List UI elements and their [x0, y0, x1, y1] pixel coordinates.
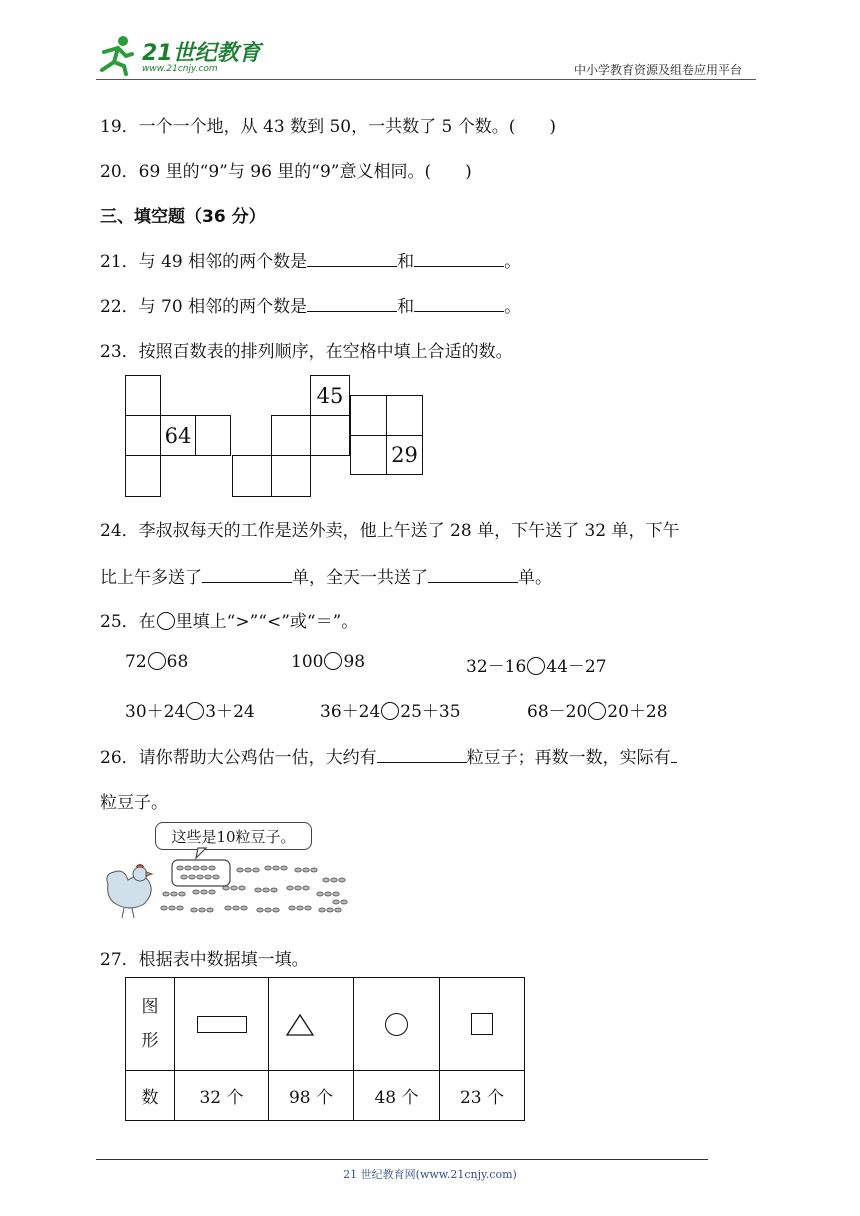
logo-url: www.21cnjy.com [142, 64, 218, 74]
shape-count-table [125, 977, 525, 1121]
circle-icon [157, 612, 175, 630]
speech-bubble: 这些是10粒豆子。 [155, 822, 312, 850]
count-cell: 48 个 [354, 1071, 440, 1121]
answer-blank[interactable] [414, 295, 504, 312]
shape-cell [440, 978, 525, 1071]
beans-icon [161, 866, 347, 912]
grid-cell[interactable] [232, 455, 272, 497]
compare-5: 36＋24 25＋35 [320, 702, 461, 722]
count-cell: 23 个 [440, 1071, 525, 1121]
question-19: 19．一个一个地，从 43 数到 50，一共数了 5 个数。( ) [100, 117, 556, 137]
question-25: 25．在 里填上“>”“<”或“＝”。 [100, 612, 359, 632]
grid-cell-64: 64 [160, 415, 196, 456]
question-27: 27．根据表中数据填一填。 [100, 950, 309, 970]
square-icon [471, 1013, 493, 1035]
rooster-illustration [100, 822, 355, 922]
question-26-line2: 粒豆子。 [100, 793, 168, 813]
grid-cell[interactable] [125, 415, 161, 456]
answer-blank[interactable] [414, 250, 504, 267]
compare-circle[interactable] [324, 652, 342, 670]
compare-2: 100 98 [291, 652, 366, 672]
grid-cell[interactable] [310, 415, 350, 456]
question-26-line1: 26．请你帮助大公鸡估一估，大约有 粒豆子；再数一数，实际有 [100, 743, 677, 768]
shape-cell [269, 978, 354, 1071]
compare-1: 72 68 [125, 652, 189, 672]
answer-blank[interactable] [307, 295, 397, 312]
grid-cell[interactable] [125, 375, 161, 416]
q22-text: 22．与 70 相邻的两个数是 [100, 297, 308, 317]
compare-4: 30＋24 3＋24 [125, 702, 255, 722]
question-22 [100, 292, 521, 317]
header-rule [96, 79, 756, 80]
answer-blank[interactable] [202, 566, 292, 583]
compare-circle[interactable] [381, 702, 399, 720]
footer-rule [96, 1159, 708, 1160]
shape-cell [175, 978, 269, 1071]
question-24-line1: 24．李叔叔每天的工作是送外卖，他上午送了 28 单，下午送了 32 单，下午 [100, 521, 680, 541]
ten-beans-box [172, 860, 230, 886]
shape-cell [354, 978, 440, 1071]
grid-cell[interactable] [350, 395, 387, 436]
header-platform: 中小学教育资源及组卷应用平台 [574, 63, 743, 77]
compare-circle[interactable] [148, 652, 166, 670]
count-cell: 98 个 [269, 1071, 354, 1121]
answer-blank[interactable] [307, 250, 397, 267]
question-23: 23．按照百数表的排列顺序，在空格中填上合适的数。 [100, 342, 513, 362]
count-cell: 32 个 [175, 1071, 269, 1121]
grid-cell[interactable] [271, 455, 311, 497]
grid-cell[interactable] [271, 415, 311, 456]
question-21 [100, 247, 521, 272]
compare-circle[interactable] [186, 702, 204, 720]
grid-cell[interactable] [125, 455, 161, 497]
logo-text: 21世纪教育 [142, 41, 261, 66]
q21-text: 21．与 49 相邻的两个数是 [100, 252, 308, 272]
runner-logo-icon [96, 34, 136, 76]
q21-end: 。 [504, 252, 522, 272]
header-logo [96, 34, 266, 78]
rooster-icon [107, 865, 152, 919]
footer-text: 21 世纪教育网(www.21cnjy.com) [343, 1168, 517, 1181]
compare-circle[interactable] [588, 702, 606, 720]
answer-blank[interactable] [428, 566, 518, 583]
rooster-and-beans-drawing [100, 822, 355, 922]
compare-circle[interactable] [527, 657, 545, 675]
grid-cell[interactable] [195, 415, 231, 456]
question-24-line2: 比上午多送了 单，全天一共送了 单。 [100, 568, 552, 588]
compare-6: 68－20 20＋28 [527, 702, 668, 722]
grid-cell-45: 45 [310, 375, 350, 416]
grid-cell-29: 29 [386, 435, 423, 475]
row-header-count: 数 [126, 1071, 175, 1121]
answer-blank-truncated[interactable] [671, 746, 677, 763]
section-title: 三、填空题（36 分） [100, 207, 266, 227]
grid-cell[interactable] [350, 435, 387, 475]
circle-icon [385, 1013, 408, 1036]
rectangle-icon [197, 1016, 247, 1033]
q21-and: 和 [397, 252, 415, 272]
q22-and: 和 [397, 297, 415, 317]
answer-blank[interactable] [377, 746, 467, 763]
row-header-shapes: 图形 [126, 978, 175, 1071]
triangle-icon [269, 1002, 353, 1042]
grid-cell[interactable] [386, 395, 423, 436]
q22-end: 。 [504, 297, 522, 317]
compare-3: 32－16 44－27 [466, 657, 607, 677]
question-20: 20．69 里的“9”与 96 里的“9”意义相同。( ) [100, 162, 472, 182]
